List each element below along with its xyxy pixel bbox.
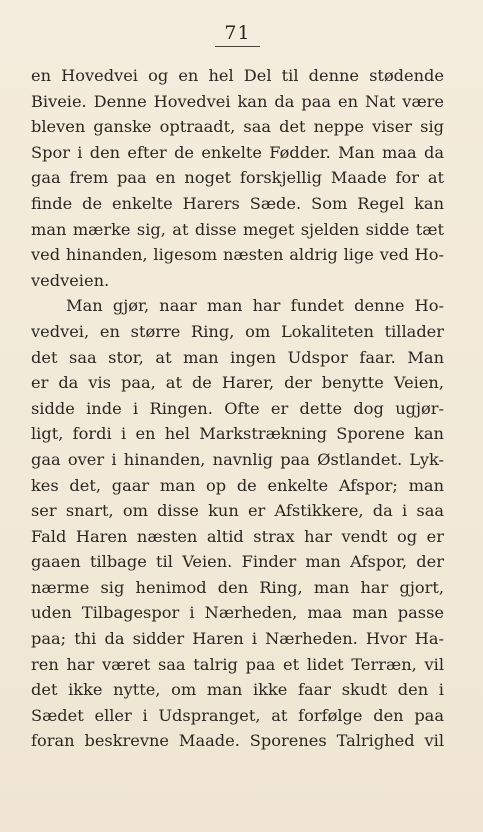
text-line: Fald Haren næsten altid strax har vendt og er	[31, 526, 444, 546]
text-line: det ikke nytte, om man ikke faar skudt den i	[31, 680, 444, 700]
text-line: kes det, gaar man op de enkelte Afspor; man	[31, 475, 444, 495]
text-line: sidde inde i Ringen. Ofte er dette dog ugjør-	[31, 398, 444, 418]
body-text	[31, 63, 444, 754]
text-line: Sædet eller i Udspranget, at forfølge den paa	[31, 705, 444, 725]
text-line: vedvei, en større Ring, om Lokaliteten tillader	[31, 321, 444, 341]
text-line: vedveien.	[31, 270, 110, 290]
text-line: Spor i den efter de enkelte Fødder. Man maa da	[31, 142, 444, 162]
text-line: uden Tilbagespor i Nærheden, maa man passe	[31, 603, 444, 623]
text-line: gaa over i hinanden, navnlig paa Østlandet. Lyk-	[31, 449, 444, 469]
text-line: ligt, fordi i en hel Markstrækning Sporene kan	[31, 424, 444, 444]
text-line: foran beskrevne Maade. Sporenes Talrighed vil	[31, 731, 444, 751]
text-line: gaaen tilbage til Veien. Finder man Afspor, der	[31, 552, 444, 572]
text-line: finde de enkelte Harers Sæde. Som Regel kan	[31, 193, 444, 213]
text-line: ren har været saa talrig paa et lidet Terræn, vil	[31, 654, 444, 674]
text-line: gaa frem paa en noget forskjellig Maade for at	[31, 168, 444, 188]
text-line: det saa stor, at man ingen Udspor faar. Man	[31, 347, 444, 367]
text-line: nærme sig henimod den Ring, man har gjort,	[31, 577, 444, 597]
text-line: ved hinanden, ligesom næsten aldrig lige ved Ho-	[31, 245, 444, 265]
page-number: 71	[224, 22, 251, 44]
page-number-rule	[215, 46, 260, 47]
text-line: Man gjør, naar man har fundet denne Ho-	[66, 296, 444, 316]
text-line: man mærke sig, at disse meget sjelden sidde tæt	[31, 219, 444, 239]
text-line: Biveie. Denne Hovedvei kan da paa en Nat være	[31, 91, 444, 111]
text-line: ser snart, om disse kun er Afstikkere, da i saa	[31, 501, 444, 521]
text-line: er da vis paa, at de Harer, der benytte Veien,	[31, 373, 444, 393]
text-line: bleven ganske optraadt, saa det neppe viser sig	[31, 117, 444, 137]
text-line: en Hovedvei og en hel Del til denne stødende	[31, 66, 444, 85]
text-line: paa; thi da sidder Haren i Nærheden. Hvor Ha-	[31, 629, 444, 649]
